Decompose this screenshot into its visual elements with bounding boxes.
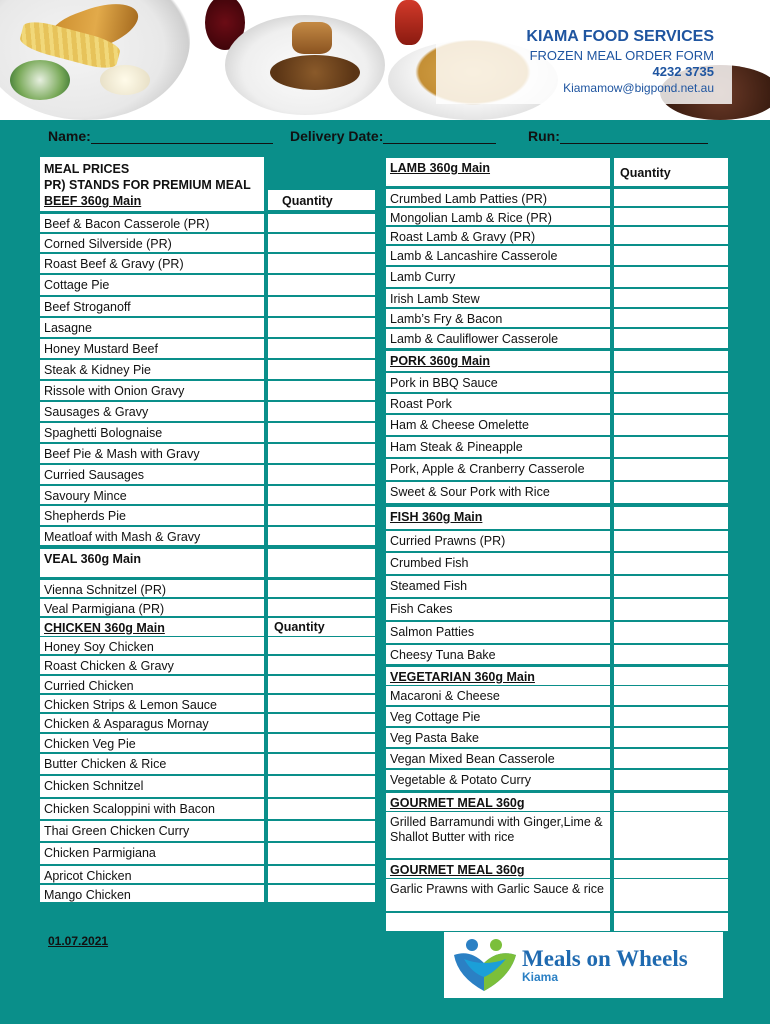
chicken-item-label: Mango Chicken [44, 888, 131, 902]
beef-quantity-box[interactable] [268, 527, 375, 545]
pork-section-header-label: PORK 360g Main [390, 354, 491, 368]
run-field[interactable] [528, 128, 708, 144]
pork-item-label: Pork in BBQ Sauce [390, 376, 498, 390]
chicken-item-label: Honey Soy Chicken [44, 640, 154, 654]
pork-item-quantity-box[interactable] [614, 459, 728, 480]
beef-section-header: BEEF 360g Main [44, 194, 142, 208]
chicken-item [40, 866, 264, 883]
beef-item [40, 527, 264, 545]
form-date: 01.07.2021 [48, 934, 109, 948]
pork-item [386, 394, 610, 413]
beef-item-label: Steak & Kidney Pie [44, 363, 152, 377]
lamb-item-quantity-box[interactable] [614, 189, 728, 206]
beef-item-label: Lasagne [44, 321, 92, 335]
gourmet-2-header-label: GOURMET MEAL 360g [390, 863, 525, 877]
fish-item-label: Crumbed Fish [390, 556, 469, 570]
beef-item-label: Corned Silverside (PR) [44, 237, 172, 251]
vegetarian-item-quantity-box[interactable] [614, 686, 728, 705]
run-input-line[interactable] [560, 130, 708, 144]
beef-item-label: Beef Stroganoff [44, 300, 131, 314]
fish-section-header-label: FISH 360g Main [390, 510, 483, 524]
meal-prices-intro [40, 157, 264, 211]
blank-row[interactable] [386, 913, 610, 931]
lamb-item-quantity-box[interactable] [614, 227, 728, 244]
chicken-quantity-box[interactable] [268, 734, 375, 752]
pork-item-label: Sweet & Sour Pork with Rice [390, 485, 550, 499]
quantity-header-label: Quantity [282, 194, 333, 208]
chicken-quantity-box[interactable] [268, 676, 375, 693]
right-quantity-header-label: Quantity [620, 166, 671, 180]
chicken-item [40, 754, 264, 774]
lamb-item-quantity-box[interactable] [614, 289, 728, 307]
veal-item-label: Vienna Schnitzel (PR) [44, 583, 167, 597]
chicken-item [40, 676, 264, 693]
chicken-quantity-box[interactable] [268, 885, 375, 902]
beef-item-label: Sausages & Gravy [44, 405, 149, 419]
lamb-item-quantity-box[interactable] [614, 208, 728, 225]
chicken-item-label: Apricot Chicken [44, 869, 132, 883]
fish-item-quantity-box[interactable] [614, 553, 728, 574]
vegetarian-item-label: Macaroni & Cheese [390, 689, 500, 703]
beef-item-label: Cottage Pie [44, 278, 110, 292]
beef-item [40, 339, 264, 358]
delivery-date-input-line[interactable] [383, 130, 496, 144]
vegetarian-item [386, 707, 610, 726]
gourmet-2-header [386, 860, 610, 878]
right-quantity-header [614, 158, 728, 186]
beef-item-label: Savoury Mince [44, 489, 127, 503]
beef-quantity-box[interactable] [268, 234, 375, 252]
vegetarian-item-label: Vegetable & Potato Curry [390, 773, 532, 787]
gourmet-1-item-label: Grilled Barramundi with Ginger,Lime & Shallot Butter with rice [390, 815, 603, 844]
fish-item-quantity-box[interactable] [614, 622, 728, 643]
beef-quantity-box[interactable] [268, 339, 375, 358]
sauce-photo [100, 65, 150, 95]
beef-quantity-box[interactable] [268, 444, 375, 463]
beef-item [40, 486, 264, 504]
pepper-grinder-photo [395, 0, 423, 45]
fish-item-label: Salmon Patties [390, 625, 475, 639]
lamb-item [386, 208, 610, 225]
chicken-item-label: Chicken Scaloppini with Bacon [44, 802, 215, 816]
name-field[interactable] [48, 128, 273, 144]
fish-item-label: Steamed Fish [390, 579, 468, 593]
lamb-item-label: Roast Lamb & Gravy (PR) [390, 230, 536, 244]
chicken-quantity-box[interactable] [268, 843, 375, 864]
gourmet-2-header-quantity-box[interactable] [614, 860, 728, 878]
pork-section-header [386, 351, 610, 371]
beef-item [40, 275, 264, 295]
gourmet-2-quantity-box[interactable] [614, 879, 728, 911]
meat-photo [270, 55, 360, 90]
header-banner [0, 0, 770, 120]
vegetarian-item-quantity-box[interactable] [614, 728, 728, 747]
pork-item [386, 482, 610, 503]
fish-item [386, 576, 610, 597]
fish-item [386, 599, 610, 620]
beef-quantity-box[interactable] [268, 381, 375, 400]
chicken-item [40, 885, 264, 902]
vegetarian-section-header-label: VEGETARIAN 360g Main [390, 670, 535, 684]
chicken-quantity-header-label: Quantity [274, 620, 325, 634]
lamb-item [386, 189, 610, 206]
beef-item-label: Beef Pie & Mash with Gravy [44, 447, 200, 461]
lamb-item-label: Lamb & Lancashire Casserole [390, 249, 558, 263]
chicken-item-label: Chicken Veg Pie [44, 737, 136, 751]
premium-meal-note: PR) STANDS FOR PREMIUM MEAL [44, 178, 251, 192]
beef-quantity-box[interactable] [268, 214, 375, 232]
veal-section-header-label: VEAL 360g Main [44, 552, 142, 566]
chicken-item-label: Chicken Parmigiana [44, 846, 156, 860]
veal-item [40, 580, 264, 597]
fish-header-quantity-box[interactable] [614, 507, 728, 529]
chicken-item [40, 821, 264, 841]
vegetarian-item-label: Vegan Mixed Bean Casserole [390, 752, 555, 766]
chicken-item [40, 734, 264, 752]
fish-item [386, 553, 610, 574]
beef-item-label: Curried Sausages [44, 468, 145, 482]
lamb-item [386, 289, 610, 307]
pork-header-quantity-box[interactable] [614, 351, 728, 371]
lamb-item [386, 309, 610, 327]
chicken-item [40, 714, 264, 732]
name-input-line[interactable] [91, 130, 273, 144]
logo-text: Meals on Wheels [522, 946, 688, 971]
lamb-section-header [386, 158, 610, 186]
vegetarian-item-label: Veg Pasta Bake [390, 731, 479, 745]
delivery-date-field[interactable] [290, 128, 496, 144]
pork-item-quantity-box[interactable] [614, 437, 728, 457]
beef-quantity-box[interactable] [268, 402, 375, 421]
fish-item [386, 531, 610, 551]
pork-item-label: Pork, Apple & Cranberry Casserole [390, 462, 585, 476]
vegetarian-item-quantity-box[interactable] [614, 749, 728, 768]
gourmet-1-header-quantity-box[interactable] [614, 793, 728, 811]
chicken-quantity-header [268, 618, 375, 636]
delivery-date-label: Delivery Date: [290, 128, 384, 144]
fish-item-quantity-box[interactable] [614, 531, 728, 551]
salad-photo [10, 60, 70, 100]
veal-quantity-box[interactable] [268, 580, 375, 597]
fish-item-quantity-box[interactable] [614, 599, 728, 620]
chicken-item-label: Butter Chicken & Rice [44, 757, 167, 771]
fish-item-label: Cheesy Tuna Bake [390, 648, 496, 662]
beef-quantity-box[interactable] [268, 423, 375, 442]
fish-item-label: Fish Cakes [390, 602, 453, 616]
fish-item [386, 645, 610, 664]
beef-item [40, 318, 264, 337]
meals-on-wheels-logo [444, 932, 723, 998]
lamb-item [386, 246, 610, 265]
beef-item [40, 465, 264, 484]
beef-quantity-box[interactable] [268, 360, 375, 379]
lamb-item [386, 267, 610, 287]
lamb-item-label: Lamb’s Fry & Bacon [390, 312, 503, 326]
beef-item [40, 444, 264, 463]
pork-item-label: Roast Pork [390, 397, 452, 411]
beef-quantity-box[interactable] [268, 486, 375, 504]
beef-item-label: Beef & Bacon Casserole (PR) [44, 217, 210, 231]
beef-quantity-box[interactable] [268, 506, 375, 525]
chicken-item [40, 656, 264, 674]
lamb-item-quantity-box[interactable] [614, 329, 728, 348]
form-name: FROZEN MEAL ORDER FORM [529, 48, 714, 63]
vegetarian-item [386, 770, 610, 790]
vegetarian-section-header [386, 667, 610, 685]
veal-header-quantity-box[interactable] [268, 549, 375, 577]
chicken-section-header-label: CHICKEN 360g Main [44, 621, 165, 635]
beef-item-label: Spaghetti Bolognaise [44, 426, 163, 440]
chicken-quantity-box[interactable] [268, 695, 375, 712]
gourmet-2-item-label: Garlic Prawns with Garlic Sauce & rice [390, 882, 604, 896]
beef-quantity-box[interactable] [268, 465, 375, 484]
chicken-quantity-box[interactable] [268, 637, 375, 654]
beef-quantity-header [268, 190, 375, 210]
gourmet-1-item [386, 812, 610, 858]
vegetarian-item [386, 728, 610, 747]
vegetarian-header-quantity-box[interactable] [614, 667, 728, 685]
beef-item [40, 214, 264, 232]
veal-item [40, 599, 264, 616]
beef-item-label: Roast Beef & Gravy (PR) [44, 257, 184, 271]
pork-item [386, 437, 610, 457]
beef-item-label: Honey Mustard Beef [44, 342, 158, 356]
beef-item-label: Rissole with Onion Gravy [44, 384, 185, 398]
pork-item [386, 373, 610, 392]
beef-item [40, 402, 264, 421]
fish-item-quantity-box[interactable] [614, 645, 728, 664]
logo-subtext: Kiama [522, 970, 559, 984]
chicken-item [40, 695, 264, 712]
chicken-item-label: Chicken Strips & Lemon Sauce [44, 698, 218, 712]
company-name: KIAMA FOOD SERVICES [526, 28, 714, 45]
pork-item-quantity-box[interactable] [614, 415, 728, 435]
fish-item [386, 622, 610, 643]
chicken-item-label: Roast Chicken & Gravy [44, 659, 174, 673]
meal-prices-heading: MEAL PRICES [44, 162, 130, 176]
vegetarian-item-label: Veg Cottage Pie [390, 710, 481, 724]
chicken-quantity-box[interactable] [268, 799, 375, 819]
veal-quantity-box[interactable] [268, 599, 375, 616]
phone-number: 4232 3735 [652, 64, 714, 79]
lamb-item-label: Lamb Curry [390, 270, 456, 284]
gourmet-1-header [386, 793, 610, 811]
pork-item-quantity-box[interactable] [614, 482, 728, 503]
chicken-item-label: Curried Chicken [44, 679, 134, 693]
vegetarian-item-quantity-box[interactable] [614, 770, 728, 790]
chicken-section-header [40, 618, 264, 636]
beef-item [40, 423, 264, 442]
email-address[interactable]: Kiamamow@bigpond.net.au [563, 81, 714, 95]
chicken-item-label: Chicken Schnitzel [44, 779, 144, 793]
beef-quantity-box[interactable] [268, 254, 375, 273]
chicken-quantity-box[interactable] [268, 866, 375, 883]
beef-item [40, 254, 264, 273]
name-label: Name: [48, 128, 91, 144]
lamb-item-label: Irish Lamb Stew [390, 292, 480, 306]
chicken-item [40, 637, 264, 654]
meals-on-wheels-logo-icon [450, 937, 520, 993]
fish-item-label: Curried Prawns (PR) [390, 534, 506, 548]
lamb-item [386, 329, 610, 348]
lamb-item [386, 227, 610, 244]
beef-item-label: Shepherds Pie [44, 509, 127, 523]
vegetarian-item [386, 749, 610, 768]
beef-item [40, 297, 264, 316]
vegetarian-item-quantity-box[interactable] [614, 707, 728, 726]
pork-item-quantity-box[interactable] [614, 373, 728, 392]
beef-quantity-box[interactable] [268, 318, 375, 337]
pie-photo [292, 22, 332, 54]
beef-item [40, 234, 264, 252]
chicken-item [40, 843, 264, 864]
chicken-item-label: Thai Green Chicken Curry [44, 824, 190, 838]
veal-item-label: Veal Parmigiana (PR) [44, 602, 165, 616]
blank-row-quantity-box[interactable] [614, 913, 728, 931]
chicken-item [40, 799, 264, 819]
veal-section-header [40, 549, 264, 577]
chicken-quantity-box[interactable] [268, 656, 375, 674]
beef-quantity-box[interactable] [268, 275, 375, 295]
beef-item-label: Meatloaf with Mash & Gravy [44, 530, 201, 544]
lamb-item-quantity-box[interactable] [614, 309, 728, 327]
chicken-quantity-box[interactable] [268, 821, 375, 841]
fish-item-quantity-box[interactable] [614, 576, 728, 597]
pork-item [386, 459, 610, 480]
pork-item-label: Ham & Cheese Omelette [390, 418, 529, 432]
lamb-item-quantity-box[interactable] [614, 246, 728, 265]
chicken-item-label: Chicken & Asparagus Mornay [44, 717, 209, 731]
beef-item [40, 381, 264, 400]
pork-item-quantity-box[interactable] [614, 394, 728, 413]
chicken-quantity-box[interactable] [268, 714, 375, 732]
pork-item [386, 415, 610, 435]
beef-quantity-box[interactable] [268, 297, 375, 316]
vegetarian-item [386, 686, 610, 705]
chicken-quantity-box[interactable] [268, 776, 375, 797]
run-label: Run: [528, 128, 560, 144]
lamb-section-header-label: LAMB 360g Main [390, 161, 491, 175]
fish-section-header [386, 507, 610, 529]
gourmet-2-item [386, 879, 610, 911]
beef-item [40, 506, 264, 525]
pork-item-label: Ham Steak & Pineapple [390, 440, 523, 454]
lamb-item-label: Lamb & Cauliflower Casserole [390, 332, 559, 346]
gourmet-1-quantity-box[interactable] [614, 812, 728, 858]
beef-item [40, 360, 264, 379]
lamb-item-label: Crumbed Lamb Patties (PR) [390, 192, 548, 206]
lamb-item-label: Mongolian Lamb & Rice (PR) [390, 211, 552, 225]
chicken-quantity-box[interactable] [268, 754, 375, 774]
chicken-item [40, 776, 264, 797]
lamb-item-quantity-box[interactable] [614, 267, 728, 287]
gourmet-1-header-label: GOURMET MEAL 360g [390, 796, 525, 810]
